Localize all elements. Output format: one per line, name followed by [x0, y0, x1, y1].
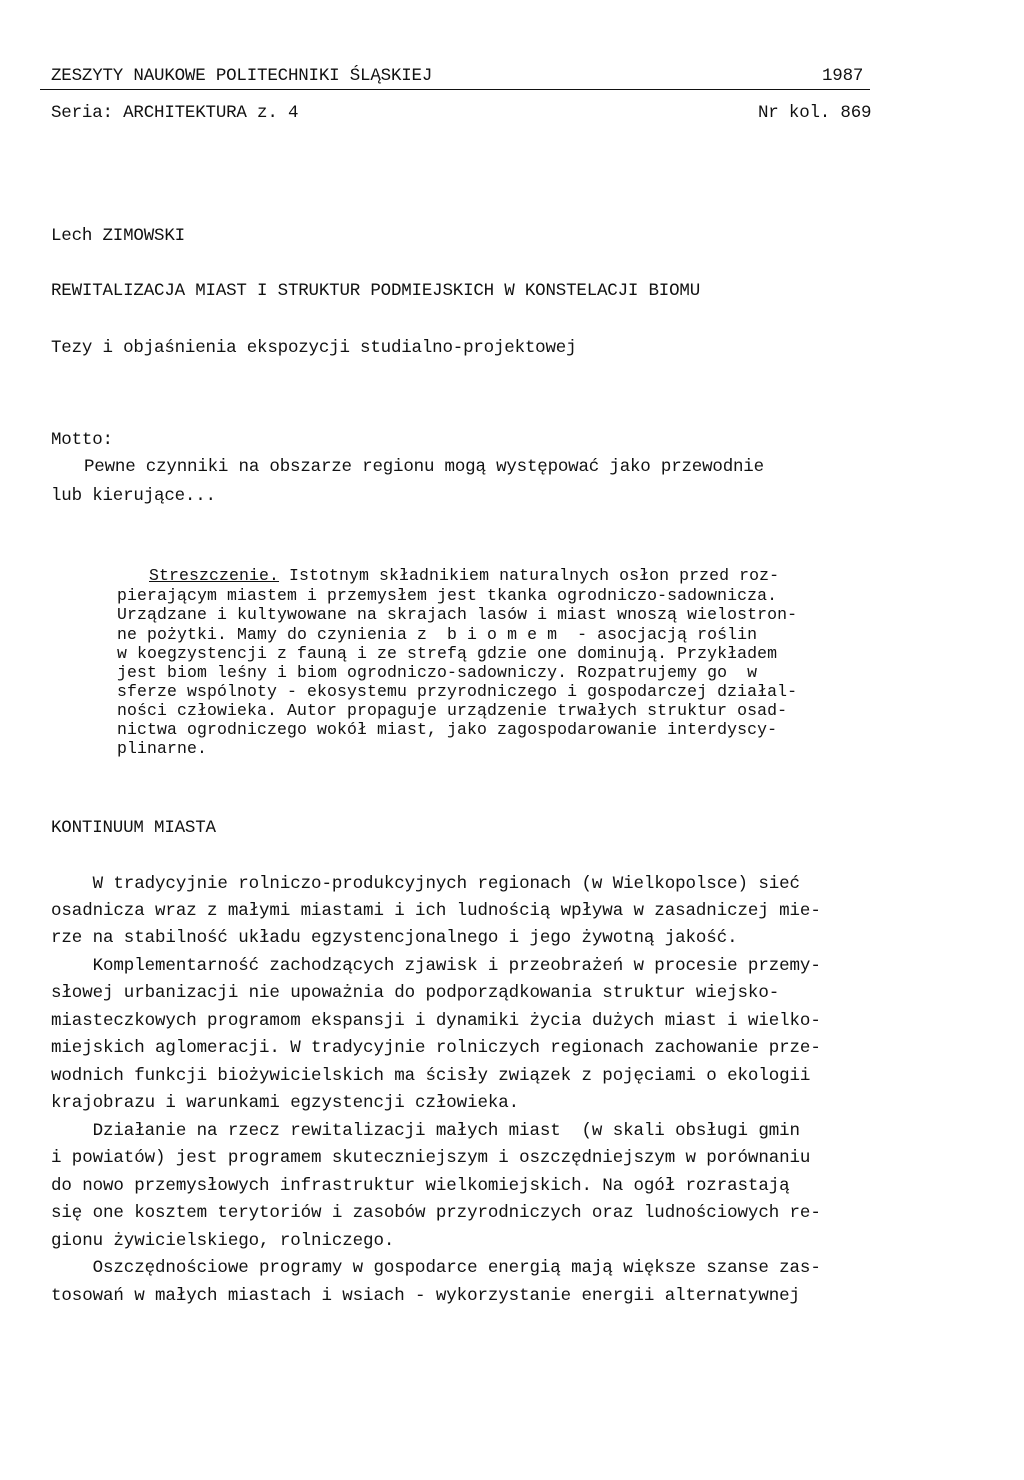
abstract-first-line-text: Istotnym składnikiem naturalnych osłon przed roz-	[279, 566, 780, 585]
abstract-line: sferze wspólnoty - ekosystemu przyrodniczego i gospodarczej działal-	[117, 682, 798, 701]
abstract-line: jest biom leśny i biom ogrodniczo-sadowniczy. Rozpatrujemy go w	[117, 663, 758, 682]
abstract-line: pierającym miastem i przemysłem jest tkanka ogrodniczo-sadownicza.	[117, 586, 778, 605]
body-line: Działanie na rzecz rewitalizacji małych miast (w skali obsługi gmin	[51, 1121, 800, 1141]
body-line: krajobrazu i warunkami egzystencji człowieka.	[51, 1093, 520, 1113]
body-line: i powiatów) jest programem skuteczniejszym i oszczędniejszym w porównaniu	[51, 1148, 811, 1168]
abstract-line: w koegzystencji z fauną i ze strefą gdzie one dominują. Przykładem	[117, 644, 778, 663]
body-line: miasteczkowych programom ekspansji i dynamiki życia dużych miast i wielko-	[51, 1011, 821, 1031]
body-line: Oszczędnościowe programy w gospodarce energią mają większe szanse zas-	[51, 1258, 821, 1278]
body-line: osadnicza wraz z małymi miastami i ich ludnością wpływa w zasadniczej mie-	[51, 901, 821, 921]
publication-year: 1987	[822, 66, 864, 86]
body-line: słowej urbanizacji nie upoważnia do podporządkowania struktur wiejsko-	[51, 983, 780, 1003]
body-line: tosowań w małych miastach i wsiach - wykorzystanie energii alternatywnej	[51, 1286, 800, 1306]
header-rule	[40, 89, 870, 90]
abstract-first-line	[149, 567, 779, 585]
abstract-line: ności człowieka. Autor propaguje urządzenie trwałych struktur osad-	[117, 701, 788, 720]
body-line: miejskich aglomeracji. W tradycyjnie rolniczych regionach zachowanie prze-	[51, 1038, 821, 1058]
body-line: gionu żywicielskiego, rolniczego.	[51, 1231, 395, 1251]
abstract-line: Urządzane i kultywowane na skrajach lasów i miast wnoszą wielostron-	[117, 605, 798, 624]
issue-number: Nr kol. 869	[758, 103, 872, 123]
abstract-line: nictwa ogrodniczego wokół miast, jako zagospodarowanie interdyscy-	[117, 720, 778, 739]
body-line: W tradycyjnie rolniczo-produkcyjnych regionach (w Wielkopolsce) sieć	[51, 874, 800, 894]
body-line: wodnich funkcji biożywicielskich ma ścisły związek z pojęciami o ekologii	[51, 1066, 811, 1086]
body-line: się one kosztem terytoriów i zasobów przyrodniczych oraz ludnościowych re-	[51, 1203, 821, 1223]
author-name: Lech ZIMOWSKI	[51, 226, 185, 246]
paper-title: REWITALIZACJA MIAST I STRUKTUR PODMIEJSKICH W KONSTELACJI BIOMU	[51, 281, 701, 301]
body-line: Komplementarność zachodzących zjawisk i przeobrażeń w procesie przemy-	[51, 956, 821, 976]
paper-subtitle: Tezy i objaśnienia ekspozycji studialno-projektowej	[51, 338, 577, 358]
abstract-line: ne pożytki. Mamy do czynienia z b i o m e m - asocjacją roślin	[117, 625, 758, 644]
abstract-line: plinarne.	[117, 739, 208, 758]
body-line: do nowo przemysłowych infrastruktur wielkomiejskich. Na ogół rozrastają	[51, 1176, 790, 1196]
abstract-label: Streszczenie.	[149, 566, 280, 585]
series-info: Seria: ARCHITEKTURA z. 4	[51, 103, 299, 123]
motto-line-1: Pewne czynniki na obszarze regionu mogą występować jako przewodnie	[84, 457, 764, 477]
journal-name: ZESZYTY NAUKOWE POLITECHNIKI ŚLĄSKIEJ	[51, 66, 433, 86]
motto-line-2: lub kierujące...	[51, 486, 216, 506]
body-line: rze na stabilność układu egzystencjonalnego i jego żywotną jakość.	[51, 928, 738, 948]
section-heading: KONTINUUM MIASTA	[51, 818, 216, 838]
motto-label: Motto:	[51, 430, 113, 450]
